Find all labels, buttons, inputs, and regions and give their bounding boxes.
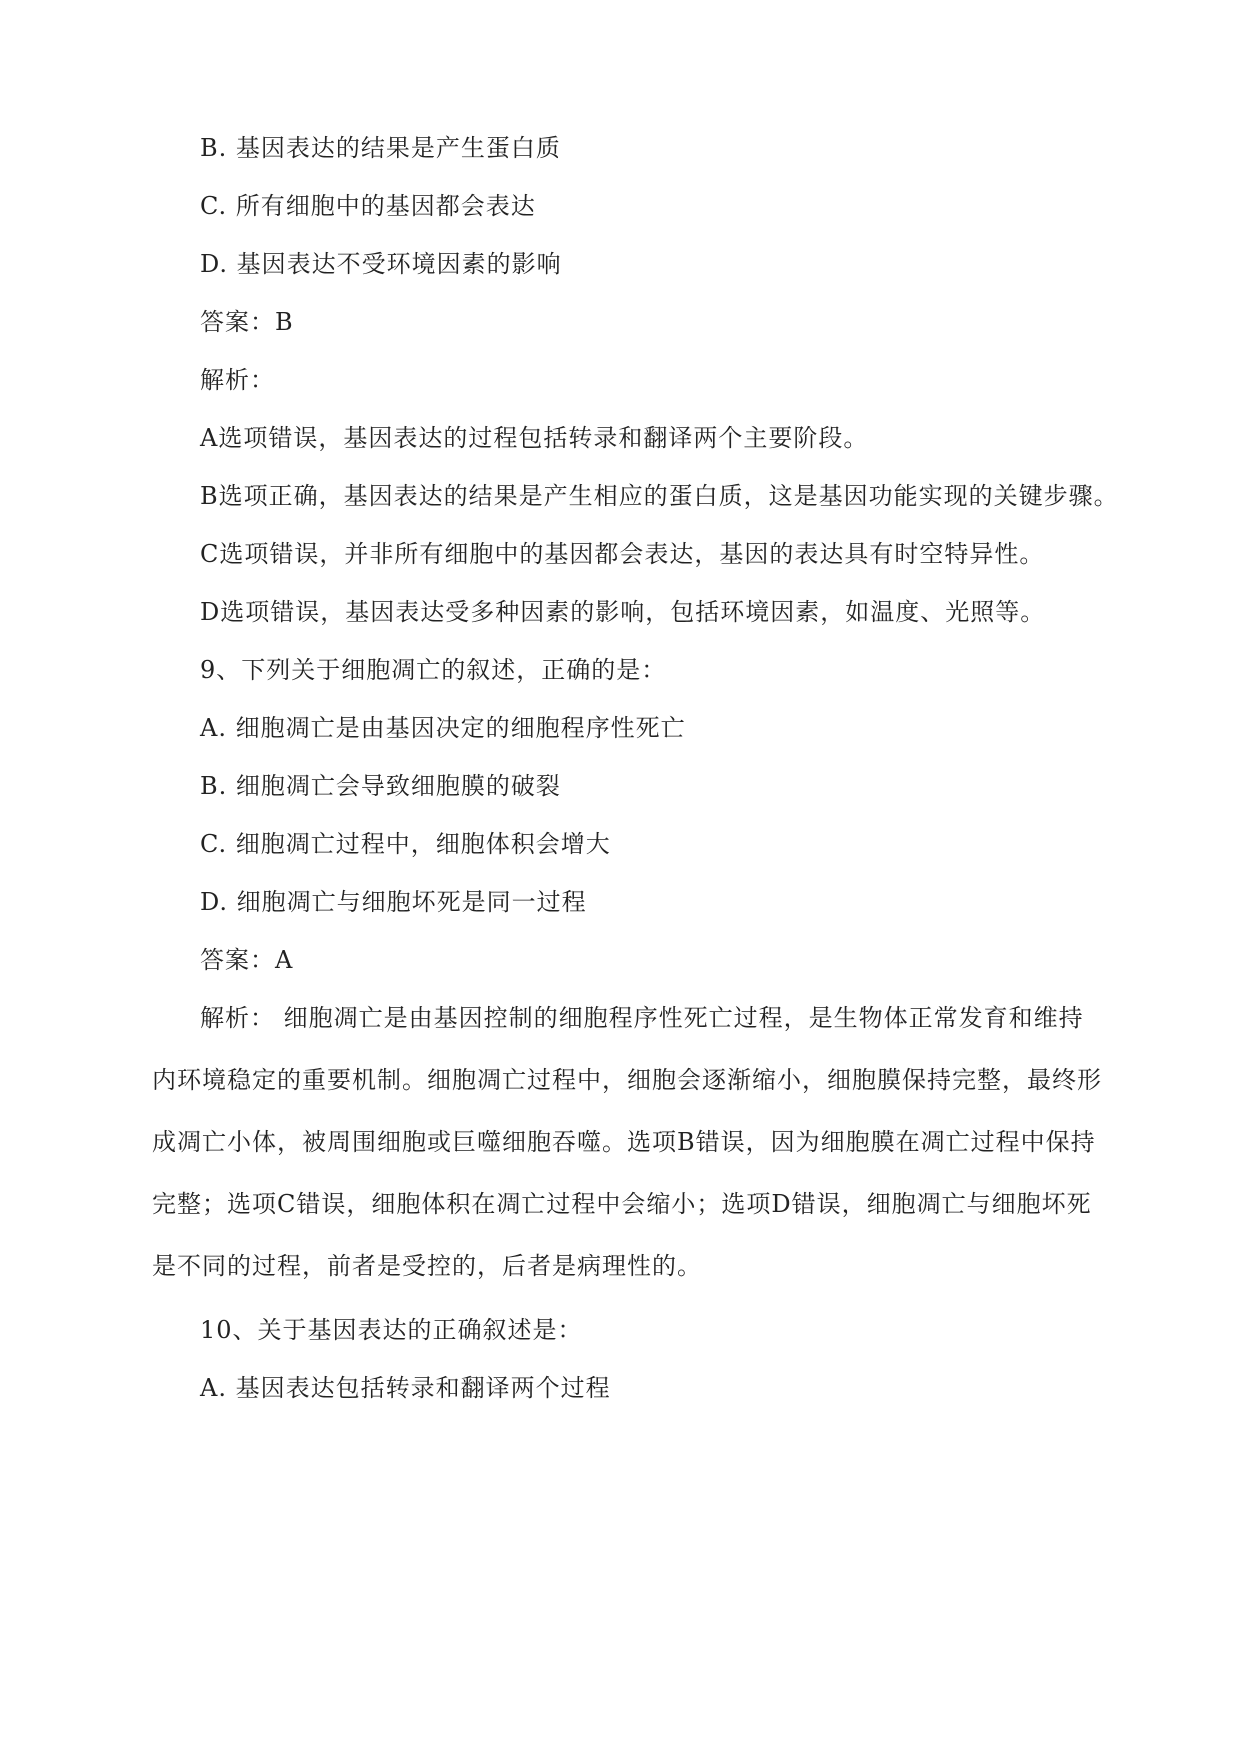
q8-analysis-label: 解析： (200, 366, 275, 394)
q10-question: 10、关于基因表达的正确叙述是： (200, 1316, 583, 1344)
q8-analysis-b: B选项正确，基因表达的结果是产生相应的蛋白质，这是基因功能实现的关键步骤。 (200, 482, 1119, 510)
q10-option-a: A. 基因表达包括转录和翻译两个过程 (200, 1374, 611, 1402)
q9-analysis-line-5: 是不同的过程，前者是受控的，后者是病理性的。 (152, 1252, 702, 1280)
q9-option-c: C. 细胞凋亡过程中，细胞体积会增大 (200, 830, 611, 858)
q9-option-a: A. 细胞凋亡是由基因决定的细胞程序性死亡 (200, 714, 686, 742)
q8-option-d: D. 基因表达不受环境因素的影响 (200, 250, 562, 278)
q8-analysis-d: D选项错误，基因表达受多种因素的影响，包括环境因素，如温度、光照等。 (200, 598, 1046, 626)
q9-answer: 答案：A (200, 946, 294, 974)
q9-analysis-line-1: 解析： 细胞凋亡是由基因控制的细胞程序性死亡过程，是生物体正常发育和维持 (200, 1004, 1084, 1032)
q8-analysis-c: C选项错误，并非所有细胞中的基因都会表达，基因的表达具有时空特异性。 (200, 540, 1045, 568)
q9-analysis-line-3: 成凋亡小体，被周围细胞或巨噬细胞吞噬。选项B错误，因为细胞膜在凋亡过程中保持 (152, 1128, 1096, 1156)
q9-analysis-line-4: 完整；选项C错误，细胞体积在凋亡过程中会缩小；选项D错误，细胞凋亡与细胞坏死 (152, 1190, 1092, 1218)
q8-option-c: C. 所有细胞中的基因都会表达 (200, 192, 536, 220)
q9-analysis-line-2: 内环境稳定的重要机制。细胞凋亡过程中，细胞会逐渐缩小，细胞膜保持完整，最终形 (152, 1066, 1102, 1094)
q9-option-d: D. 细胞凋亡与细胞坏死是同一过程 (200, 888, 587, 916)
q8-analysis-a: A选项错误，基因表达的过程包括转录和翻译两个主要阶段。 (200, 424, 869, 452)
q9-option-b: B. 细胞凋亡会导致细胞膜的破裂 (200, 772, 561, 800)
q8-answer: 答案：B (200, 308, 294, 336)
q8-option-b: B. 基因表达的结果是产生蛋白质 (200, 134, 561, 162)
q9-question: 9、下列关于细胞凋亡的叙述，正确的是： (200, 656, 667, 684)
